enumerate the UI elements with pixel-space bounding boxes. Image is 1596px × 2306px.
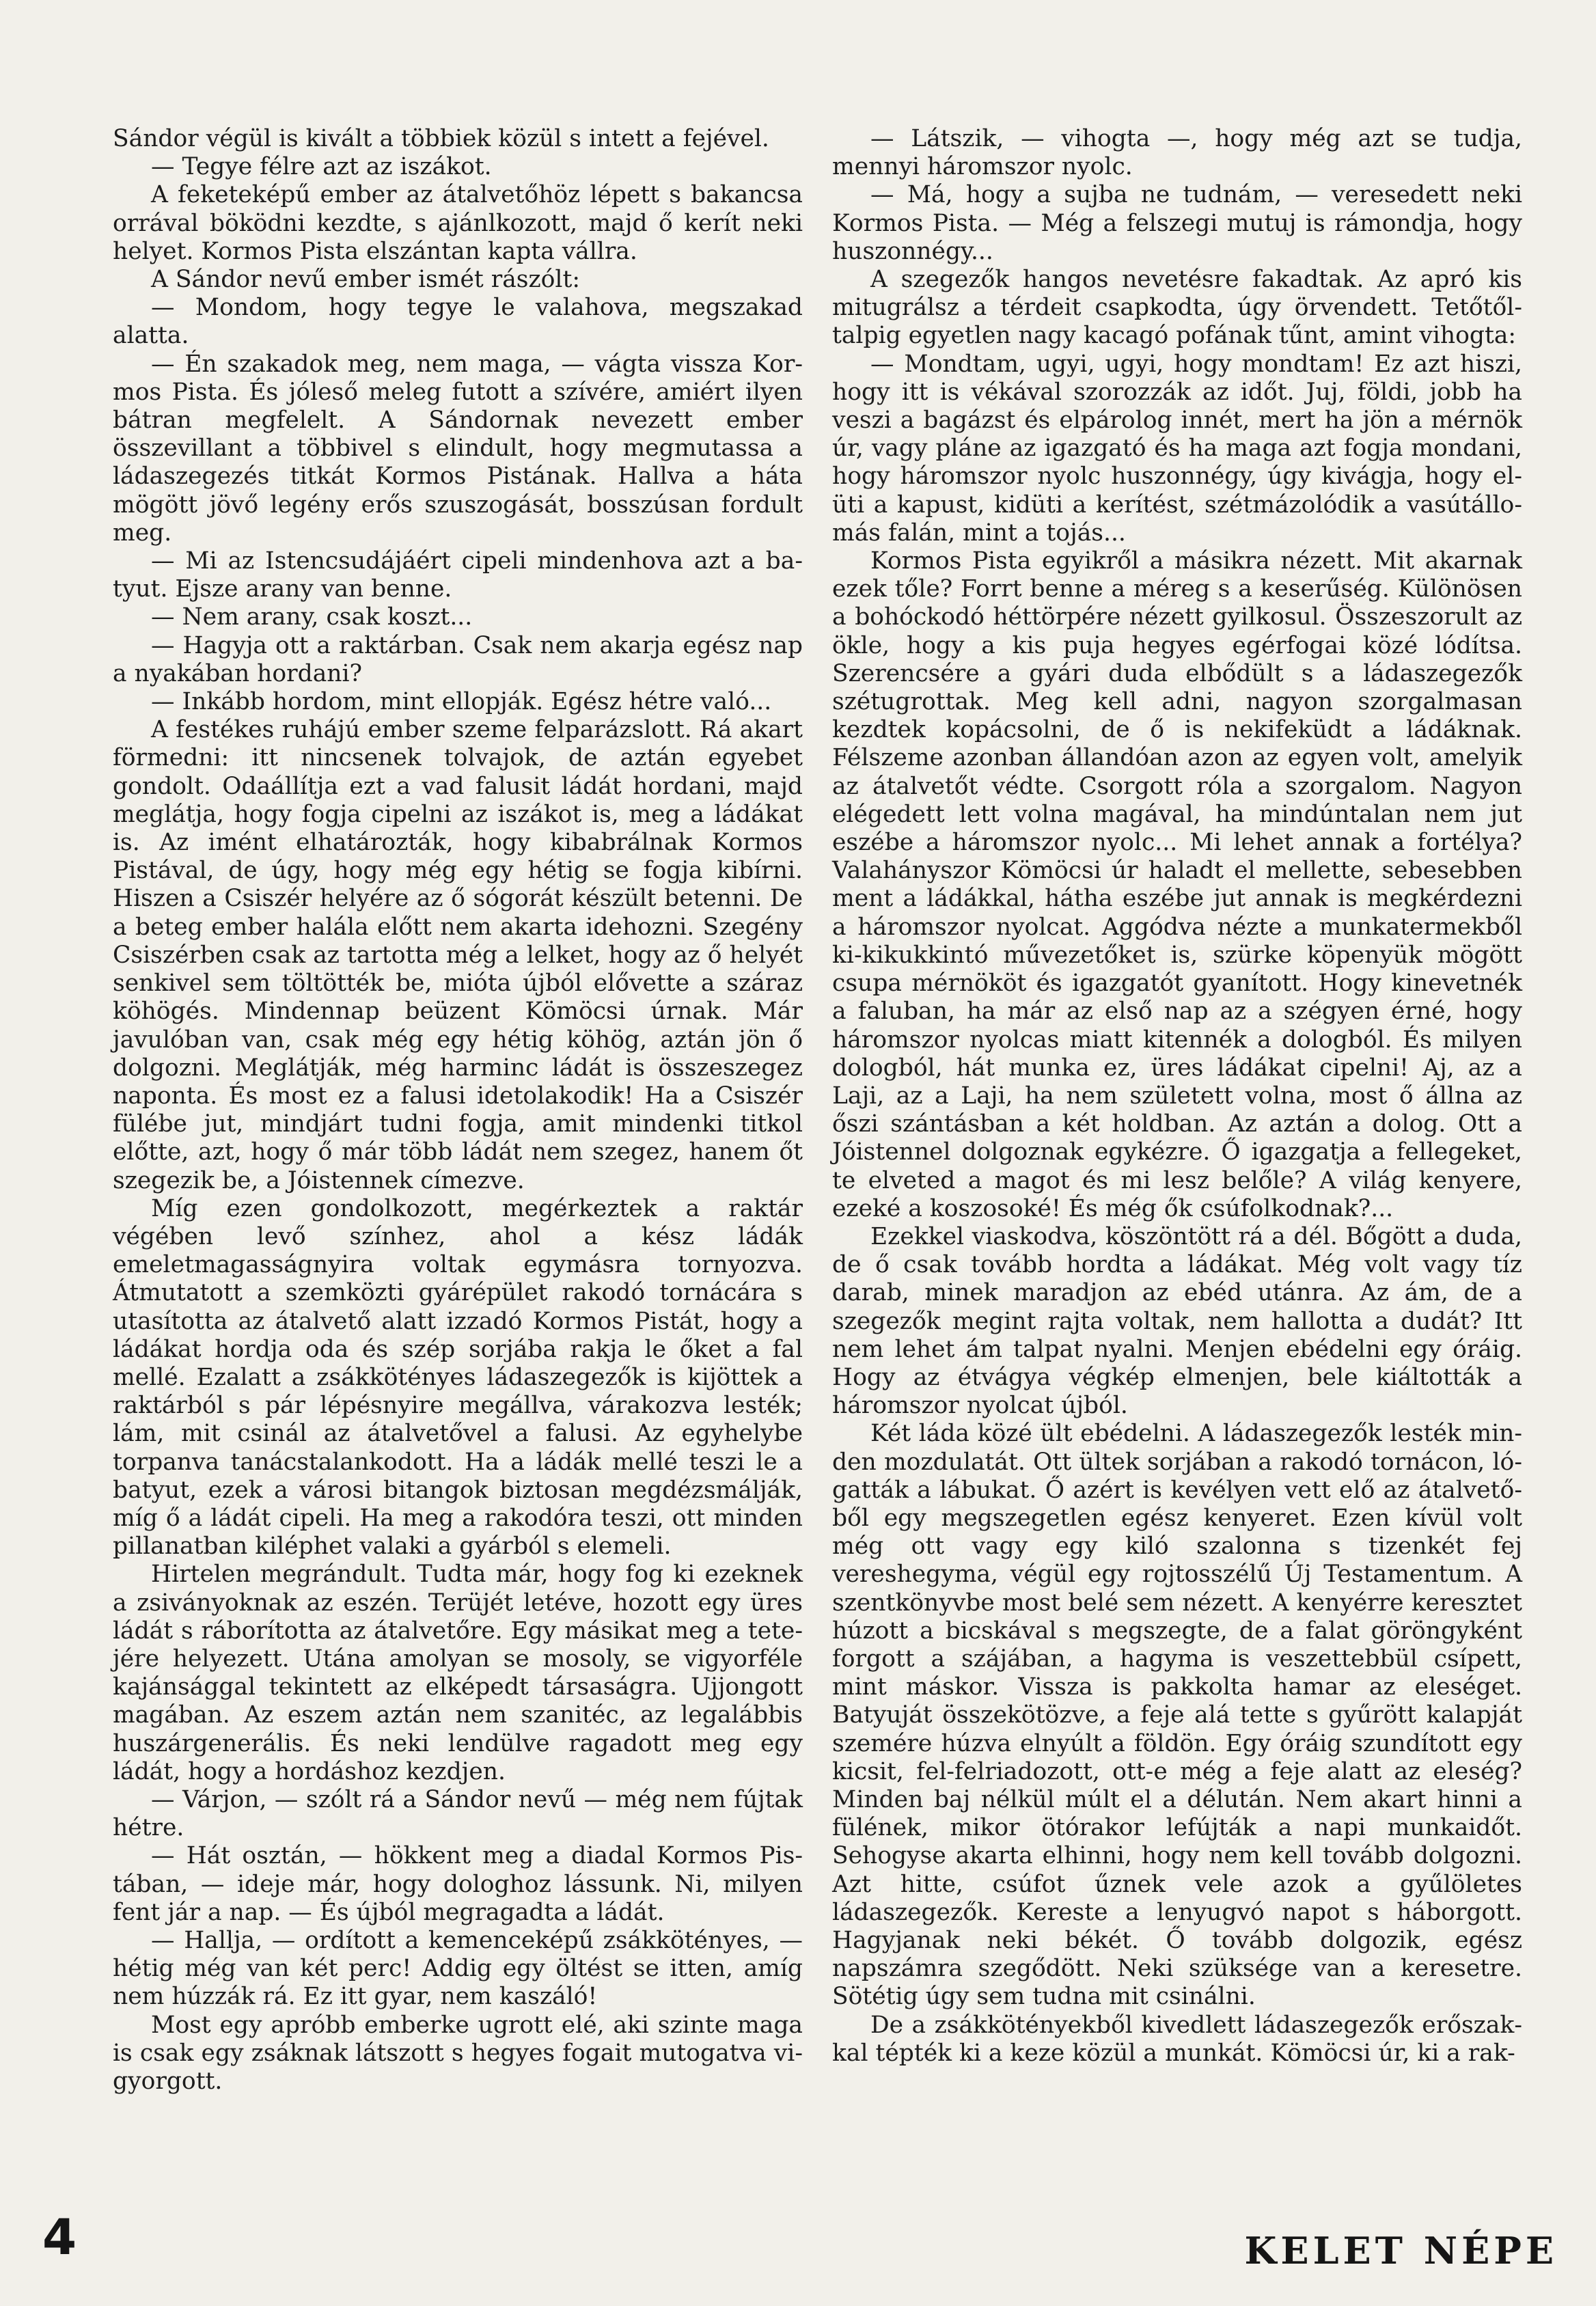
paragraph: Kormos Pista egyikről a másikra nézett. Mit akarnak ezek tőle? Forrt benne a méreg s a keserűség. Különösen a bohóckodó héttörpére nézett gyilkosul. Összeszorult az ökle, hogy a kis puja hegyes egérfogai közé lódítsa. Szerencsére a gyári duda elbődült s a ládaszegezők szétugrottak. Meg kell adni, nagyon szorgalmasan kezdtek kopácsolni, de ő is nekifeküdt a ládáknak. Félszeme azonban állandóan azon az egyen volt, amelyik az átalvetőt védte. Csorgott róla a szorgalom. Nagyon elégedett lett volna magával, ha mindúntalan nem jut eszébe a háromszor nyolc... Mi lehet annak a fortélya? Valahányszor Kömöcsi úr haladt el mellette, sebesebben ment a ládákkal, hátha eszébe jut annak is megkérdezni a háromszor nyolcat. Aggódva nézte a munkatermekből ki-kikukkintó művezetőket is, szürke köpenyük mögött csupa mérnököt és igazgatót gyanított. Hogy kinevetnék a faluban, ha már az első nap az a szégyen érné, hogy háromszor nyolcas miatt kitennék a dologból. És milyen dologból, hát munka ez, üres ládákat cipelni! Aj, az a Laji, az a Laji, ha nem született volna, most ő állna az őszi szántásban a két holdban. Az aztán a dolog. Ott a Jóistennel dolgoznak egykézre. Ő igazgatja a fellegeket, te elveted a magot és mi lesz belőle? A világ kenyere, ezeké a koszosoké! És még ők csúfolkodnak?... <box>832 547 1522 1222</box>
paragraph: A Sándor nevű ember ismét rászólt: <box>151 266 580 294</box>
paragraph: — Mi az Istencsudájáért cipeli mindenhova azt a batyut. Ejsze arany van benne. <box>113 547 803 603</box>
paragraph: De a zsákkötényekből kivedlett ládaszegezők erőszakkal tépték ki a keze közül a munkát. Kömöcsi úr, ki a rak- <box>832 2011 1522 2067</box>
paragraph: — Hagyja ott a raktárban. Csak nem akarja egész nap a nyakában hordani? <box>113 631 803 687</box>
paragraph: A feketeképű ember az átalvetőhöz lépett s bakancsa orrával böködni kezdte, s ajánlkozott, majd ő kerít neki helyet. Kormos Pista elszántan kapta vállra. <box>113 181 803 265</box>
paragraph: — Hallja, — ordított a kemenceképű zsákkötényes, — hétig még van két perc! Addig egy öltést se itten, amíg nem húzzák rá. Ez itt gyar, nem kaszáló! <box>113 1927 803 2011</box>
paragraph: A festékes ruhájú ember szeme felparázslott. Rá akart förmedni: itt nincsenek tolvajok, de aztán egyebet gondolt. Odaállítja ezt a vad falusit ládát hordani, majd meglátja, hogy fogja cipelni az iszákot is, meg a ládákat is. Az imént elhatározták, hogy kibabrálnak Kormos Pistával, de úgy, hogy még egy hétig se fogja kibírni. Hiszen a Csiszér helyére az ő sógorát készült betenni. De a beteg ember halála előtt nem akarta idehozni. Szegény Csiszérben csak az tartotta még a lelket, hogy az ő helyét senkivel sem töltötték be, mióta újból elővette a száraz köhögés. Mindennap beüzent Kömöcsi úrnak. Már javulóban van, csak még egy hétig köhög, aztán jön ő dolgozni. Meglátják, még harminc ládát is összeszegez naponta. És most ez a falusi idetolakodik! Ha a Csiszér fülébe jut, mindjárt tudni fogja, amit mindenki titkol előtte, azt, hogy ő már több ládát nem szegez, hanem őt szegezik be, a Jóistennek címezve. <box>113 716 803 1194</box>
right-text-column <box>832 125 1522 2068</box>
paragraph: — Várjon, — szólt rá a Sándor nevű — még nem fújtak hétre. <box>113 1785 803 1842</box>
left-text-column <box>113 125 803 2096</box>
paragraph: Sándor végül is kivált a többiek közül s intett a fejével. <box>113 125 769 152</box>
paragraph: — Mondom, hogy tegye le valahova, megszakad alatta. <box>113 294 803 350</box>
paragraph: — Mondtam, ugyi, ugyi, hogy mondtam! Ez azt hiszi, hogy itt is vékával szorozzák az időt. Juj, földi, jobb ha veszi a bagázst és elpárolog innét, mert ha jön a mérnök úr, vagy pláne az igazgató és ha maga azt fogja mondani, hogy háromszor nyolc huszonnégy, úgy kivágja, hogy elüti a kapust, kidüti a kerítést, szétmázolódik a vasútállomás falán, mint a tojás... <box>832 350 1522 547</box>
paragraph: Hirtelen megrándult. Tudta már, hogy fog ki ezeknek a zsiványoknak az eszén. Terüjét letéve, hozott egy üres ládát s ráborította az átalvetőre. Egy másikat meg a tetejére helyezett. Utána amolyan se mosoly, se vigyorféle kajánsággal tekintett az elképedt társaságra. Ujjongott magában. Az eszem aztán nem szanitéc, az legalábbis huszárgenerális. És neki lendülve ragadott meg egy ládát, hogy a hordáshoz kezdjen. <box>113 1561 803 1785</box>
paragraph: — Má, hogy a sujba ne tudnám, — veresedett neki Kormos Pista. — Még a felszegi mutuj is rámondja, hogy huszonnégy... <box>832 181 1522 265</box>
magazine-title: KELET NÉPE <box>1244 2229 1558 2273</box>
paragraph: Most egy apróbb emberke ugrott elé, aki szinte maga is csak egy zsáknak látszott s hegyes fogait mutogatva vigyorgott. <box>113 2011 803 2096</box>
page-number: 4 <box>42 2208 77 2266</box>
paragraph: A szegezők hangos nevetésre fakadtak. Az apró kis mitugrálsz a térdeit csapkodta, úgy örvendett. Tetőtől-talpig egyetlen nagy kacagó pofának tűnt, amint vihogta: <box>832 266 1522 350</box>
paragraph: — Hát osztán, — hökkent meg a diadal Kormos Pistában, — ideje már, hogy dologhoz lássunk. Ni, milyen fent jár a nap. — És újból megragadta a ládát. <box>113 1842 803 1926</box>
paragraph: Míg ezen gondolkozott, megérkeztek a raktár végében levő színhez, ahol a kész ládák emeletmagasságnyira voltak egymásra tornyozva. Átmutatott a szemközti gyárépület rakodó tornácára s utasította az átalvető alatt izzadó Kormos Pistát, hogy a ládákat hordja oda és szép sorjába rakja le őket a fal mellé. Ezalatt a zsákkötényes ládaszegezők is kijöttek a raktárból s pár lépésnyire megállva, várakozva lesték; lám, mit csinál az átalvetővel a falusi. Az egyhelybe torpanva tanácstalankodott. Ha a ládák mellé teszi le a batyut, ezek a városi bitangok biztosan megdézsmálják, míg ő a ládát cipeli. Ha meg a rakodóra teszi, ott minden pillanatban kiléphet valaki a gyárból s elemeli. <box>113 1194 803 1561</box>
paragraph: — Látszik, — vihogta —, hogy még azt se tudja, mennyi háromszor nyolc. <box>832 125 1522 181</box>
paragraph: Két láda közé ült ebédelni. A ládaszegezők lesték minden mozdulatát. Ott ültek sorjában a rakodó tornácon, lógatták a lábukat. Ő azért is kevélyen vett elő az átalvetőből egy megszegetlen egész kenyeret. Ezen kívül volt még ott vagy egy kiló szalonna s tizenkét fej vereshegyma, végül egy rojtosszélű Új Testamentum. A szentkönyvbe most belé sem nézett. A kenyérre keresztet húzott a bicskával s megszegte, de a falat göröngyként forgott a szájában, a hagyma is veszettebbül csípett, mint máskor. Vissza is pakkolta hamar az eleséget. Batyuját összekötözve, a feje alá tette s gyűrött kalapját szemére húzva elnyúlt a földön. Egy óráig szundított egy kicsit, fel-felriadozott, ott-e még a feje alatt az eleség? Minden baj nélkül múlt el a délután. Nem akart hinni a fülének, mikor ötórakor lefújták a napi munkaidőt. Sehogyse akarta elhinni, hogy nem kell tovább dolgozni. Azt hitte, csúfot űznek vele azok a gyűlöletes ládaszegezők. Kereste a lenyugvó napot s háborgott. Hagyjanak neki békét. Ő tovább dolgozik, egész napszámra szegődött. Neki szüksége van a keresetre. Sötétig úgy sem tudna mit csinálni. <box>832 1420 1522 2011</box>
paragraph: — Nem arany, csak koszt... <box>151 603 473 631</box>
paragraph: — Én szakadok meg, nem maga, — vágta vissza Kormos Pista. És jóleső meleg futott a szívére, amiért ilyen bátran megfelelt. A Sándornak nevezett ember összevillant a többivel s elindult, hogy megmutassa a ládaszegezés titkát Kormos Pistának. Hallva a háta mögött jövő legény erős szuszogását, bosszúsan fordult meg. <box>113 350 803 547</box>
paragraph: — Inkább hordom, mint ellopják. Egész hétre való... <box>151 688 772 716</box>
paragraph: — Tegye félre azt az iszákot. <box>151 153 492 181</box>
paragraph: Ezekkel viaskodva, köszöntött rá a dél. Bőgött a duda, de ő csak tovább hordta a ládákat. Még volt vagy tíz darab, minek maradjon az ebéd utánra. Az ám, de a szegezők megint rajta voltak, nem hallotta a dudát? Itt nem lehet ám talpat nyalni. Menjen ebédelni egy óráig. Hogy az étvágya végkép elmenjen, bele kiáltották a háromszor nyolcat újból. <box>832 1222 1522 1420</box>
